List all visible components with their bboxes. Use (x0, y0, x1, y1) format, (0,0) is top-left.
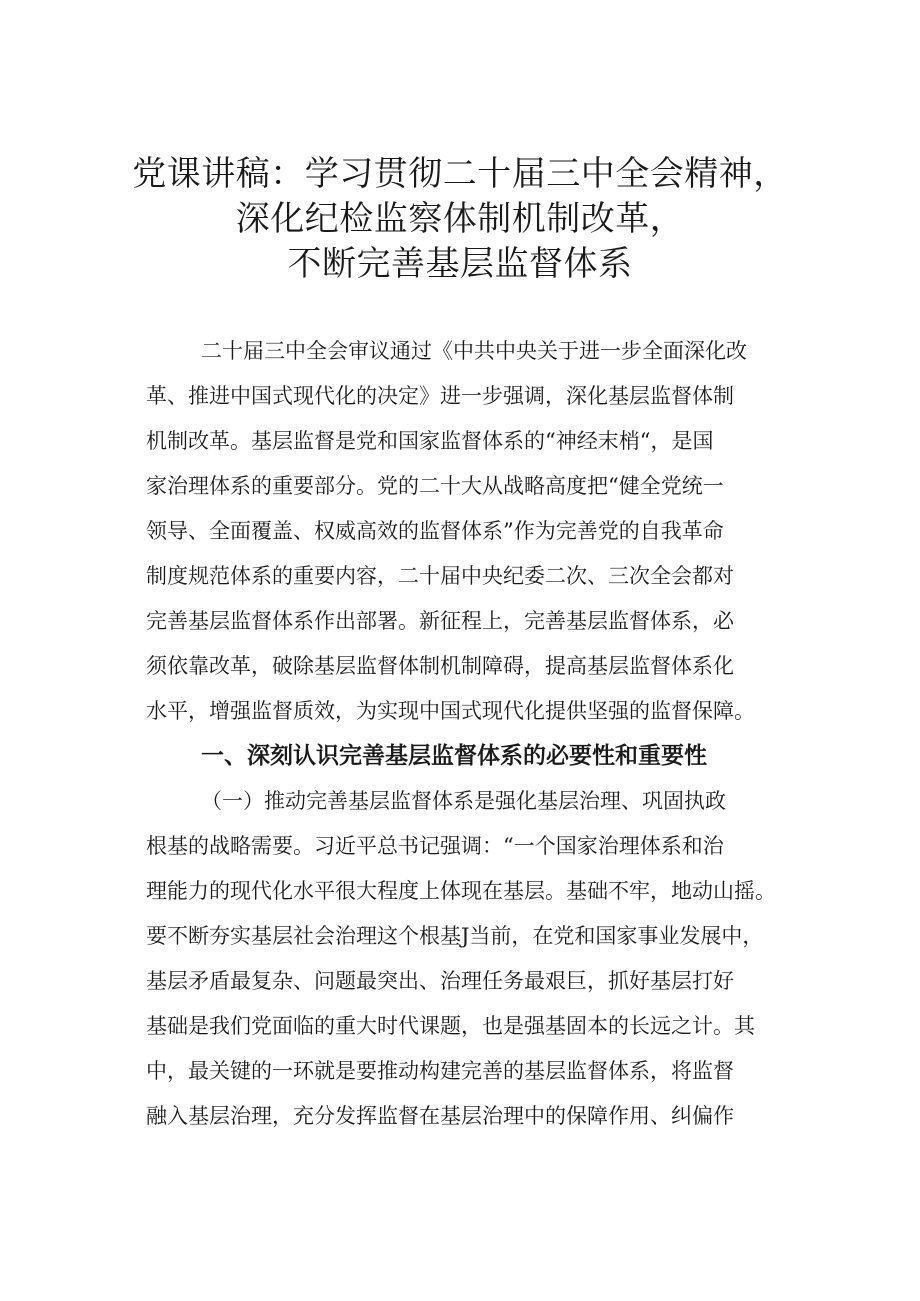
body-line: 基础是我们党面临的重大时代课题，也是强基固本的长远之计。其 (146, 1014, 755, 1038)
body-line: 领导、全面覆盖、权威高效的监督体系”作为完善党的自我革命 (146, 519, 724, 543)
body-line: 中，最关键的一环就是要推动构建完善的基层监督体系，将监督 (146, 1059, 734, 1083)
body-line: 完善基层监督体系作出部署。新征程上，完善基层监督体系，必 (146, 609, 734, 633)
body-line: 基层矛盾最复杂、问题最突出、治理任务最艰巨，抓好基层打好 (146, 969, 734, 993)
body-line: 须依靠改革，破除基层监督体制机制障碍，提高基层监督体系化 (146, 654, 734, 678)
section-heading: 一、深刻认识完善基层监督体系的必要性和重要性 (201, 743, 707, 769)
title-line-3: 不断完善基层监督体系 (287, 244, 633, 284)
intro-paragraph (146, 329, 806, 734)
body-line: 革、推进中国式现代化的决定》进一步强调，深化基层监督体制 (146, 384, 734, 408)
title-line-1: 党课讲稿：学习贯彻二十届三中全会精神， (132, 154, 788, 194)
body-line: 制度规范体系的重要内容，二十届中央纪委二次、三次全会都对 (146, 564, 734, 588)
title-line-2: 深化纪检监察体制机制改革， (235, 199, 685, 239)
body-line: 机制改革。基层监督是党和国家监督体系的“神经末梢“，是国 (146, 429, 714, 453)
document-title (60, 152, 860, 287)
document-body (146, 329, 806, 1139)
body-line: 要不断夯实基层社会治理这个根基J当前，在党和国家事业发展中， (146, 924, 764, 948)
body-line: 家治理体系的重要部分。党的二十大从战略高度把“健全党统一 (146, 474, 724, 498)
body-line: 理能力的现代化水平很大程度上体现在基层。基础不牢，地动山摇。 (146, 879, 776, 903)
body-line: （一）推动完善基层监督体系是强化基层治理、巩固执政 (201, 789, 726, 813)
body-line: 水平，增强监督质效，为实现中国式现代化提供坚强的监督保障。 (146, 699, 755, 723)
section-1-paragraph (146, 779, 806, 1139)
body-line: 根基的战略需要。习近平总书记强调：“一个国家治理体系和治 (146, 834, 724, 858)
body-line: 二十届三中全会审议通过《中共中央关于进一步全面深化改 (201, 339, 747, 363)
body-line: 融入基层治理，充分发挥监督在基层治理中的保障作用、纠偏作 (146, 1104, 734, 1128)
